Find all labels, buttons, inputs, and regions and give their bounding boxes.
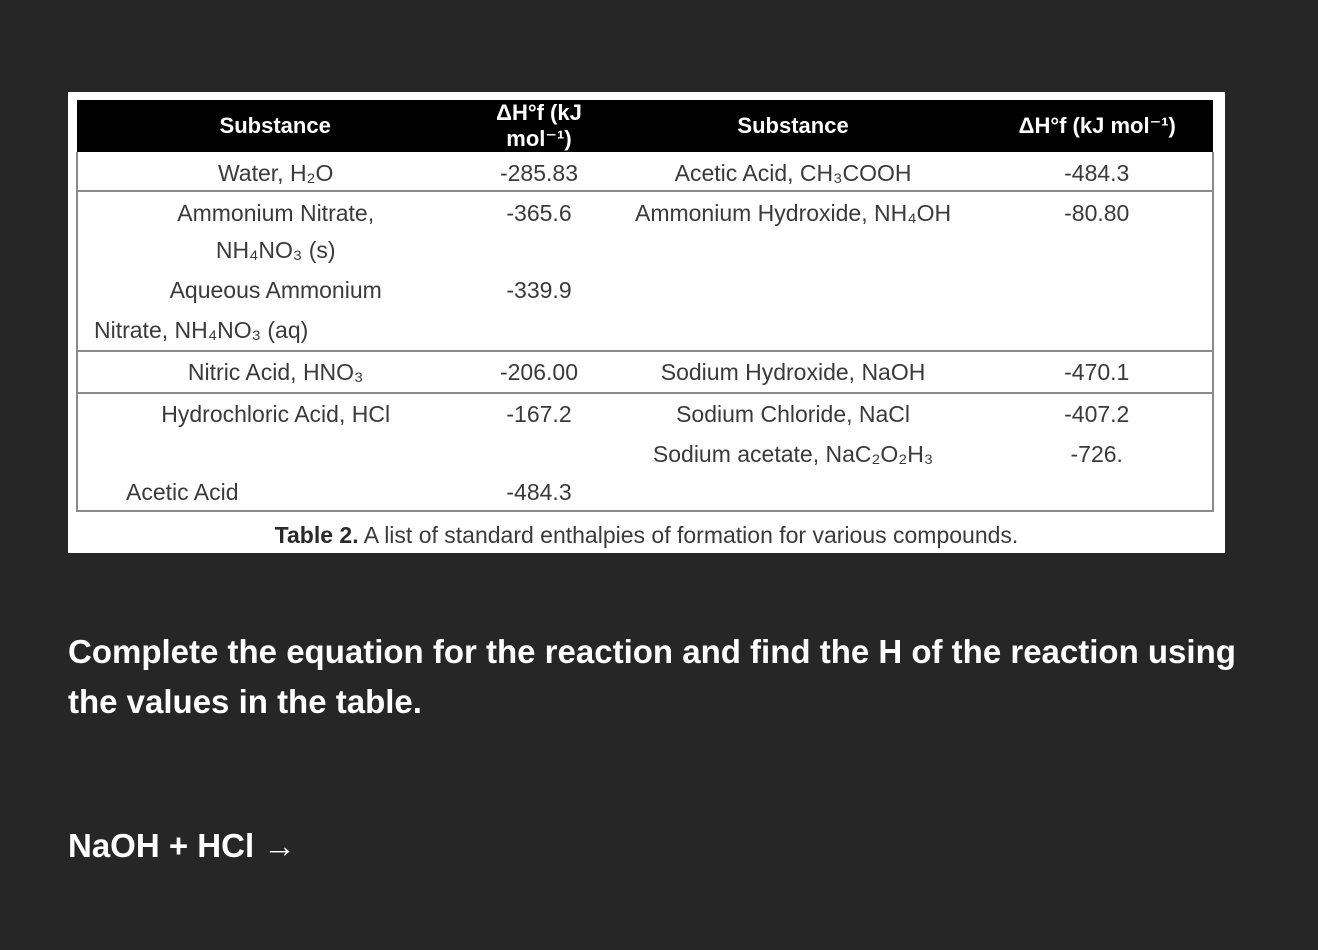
cell-substance: Hydrochloric Acid, HCl — [161, 401, 391, 427]
table-row — [77, 474, 1213, 511]
table-row — [77, 191, 1213, 270]
cell-value: -80.80 — [1064, 200, 1130, 226]
table-header-row — [77, 100, 1213, 152]
cell-value: -285.83 — [499, 160, 578, 186]
cell-substance: Aqueous Ammonium — [169, 277, 382, 303]
header-substance-2: Substance — [605, 100, 982, 152]
cell-substance: Sodium Hydroxide, NaOH — [660, 359, 926, 385]
cell-substance: Acetic Acid, CH₃COOH — [674, 160, 912, 186]
enthalpy-table — [76, 100, 1214, 512]
cell-value: -484.3 — [1064, 160, 1130, 186]
cell-substance: NH₄NO₃ (s) — [215, 237, 336, 263]
header-enthalpy-1: ΔH°f (kJ mol⁻¹) — [473, 100, 604, 152]
enthalpy-table-card — [68, 92, 1225, 553]
cell-substance: Sodium acetate, NaC₂O₂H₃ — [652, 441, 934, 467]
cell-value: -726. — [1070, 441, 1123, 467]
cell-value: -339.9 — [506, 277, 572, 303]
header-enthalpy-2: ΔH°f (kJ mol⁻¹) — [981, 100, 1213, 152]
table-row — [77, 393, 1213, 434]
table-row — [77, 152, 1213, 191]
question-text: Complete the equation for the reaction and find the H of the reaction using the values in the table. — [68, 633, 1236, 720]
cell-value: -470.1 — [1064, 359, 1130, 385]
table-row — [77, 351, 1213, 393]
caption-text: A list of standard enthalpies of formation for various compounds. — [358, 522, 1019, 548]
cell-substance: Nitrate, NH₄NO₃ (aq) — [94, 317, 309, 343]
cell-substance: Nitric Acid, HNO₃ — [187, 359, 364, 385]
header-substance-1: Substance — [77, 100, 473, 152]
cell-substance: Water, H₂O — [217, 160, 334, 186]
cell-value: -407.2 — [1064, 401, 1130, 427]
cell-substance: Ammonium Nitrate, — [177, 200, 375, 226]
cell-value: -167.2 — [506, 401, 572, 427]
table-row — [77, 270, 1213, 351]
reaction-equation: NaOH + HCl → — [68, 827, 297, 864]
cell-substance: Acetic Acid — [126, 479, 239, 505]
table-row — [77, 434, 1213, 474]
cell-substance: Sodium Chloride, NaCl — [676, 401, 911, 427]
table-caption — [68, 522, 1225, 549]
cell-value: -365.6 — [506, 200, 572, 226]
cell-value: -484.3 — [506, 479, 572, 505]
caption-label: Table 2. — [274, 522, 359, 548]
cell-value: -206.00 — [499, 359, 578, 385]
cell-substance: Ammonium Hydroxide, NH₄OH — [634, 200, 952, 226]
